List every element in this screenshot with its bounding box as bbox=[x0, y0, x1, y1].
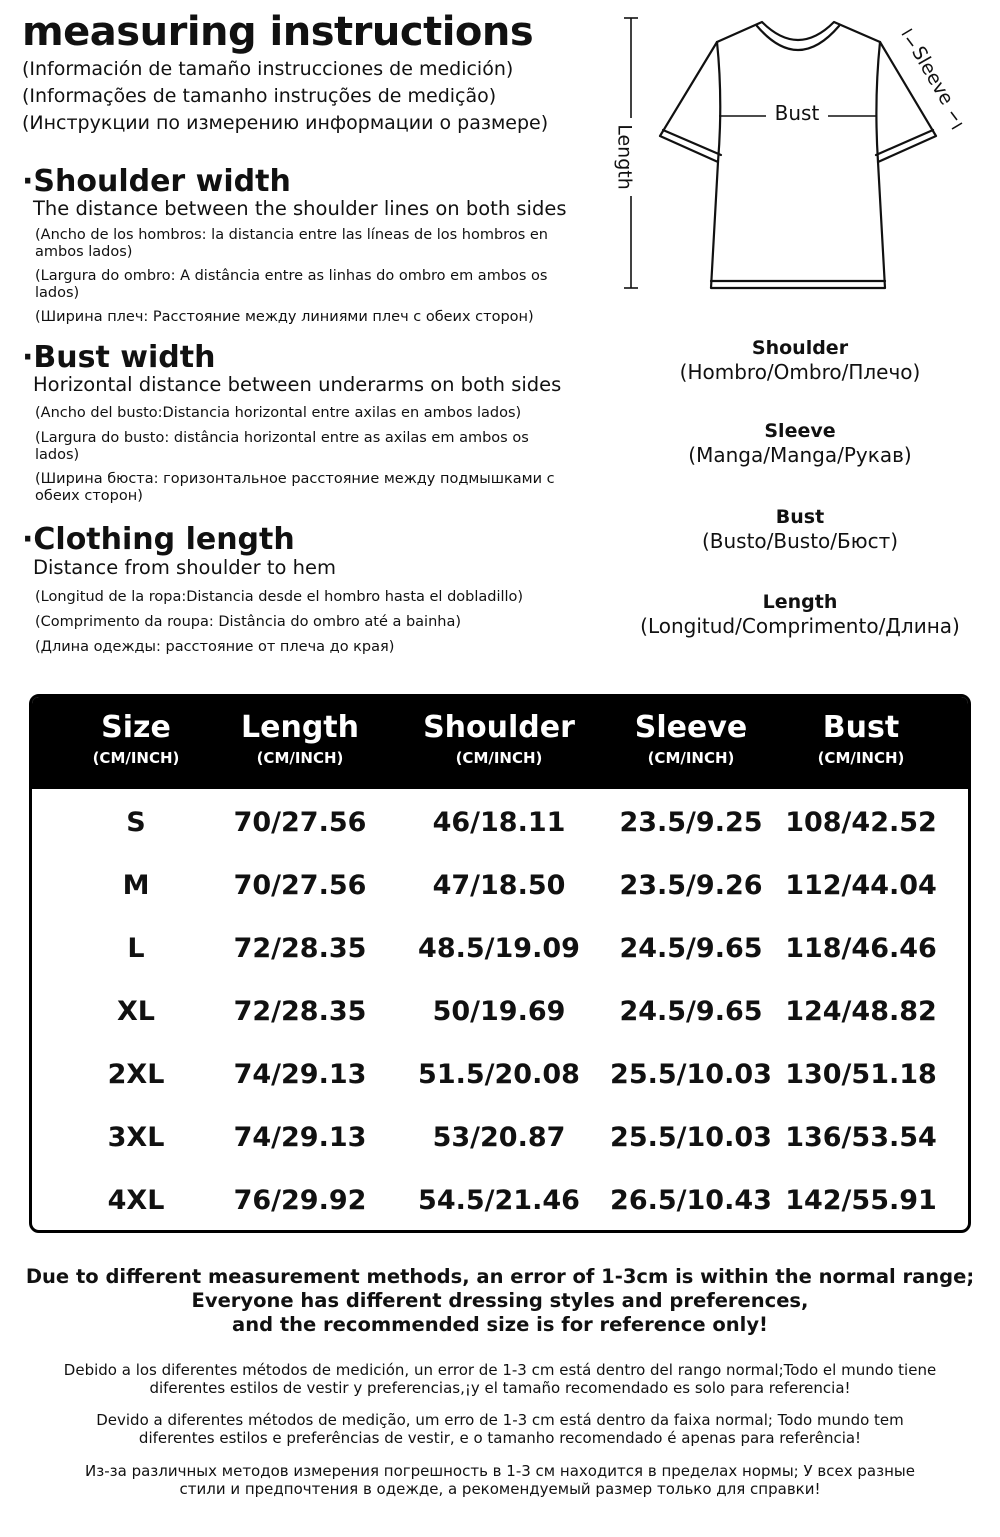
column-unit: (CM/INCH) bbox=[92, 749, 180, 767]
sleeve-cell: 25.5/10.03 bbox=[610, 1059, 772, 1090]
length-cell: 74/29.13 bbox=[233, 1059, 367, 1090]
legend-item-sleeve bbox=[620, 419, 980, 467]
size-cell: 2XL bbox=[107, 1059, 165, 1090]
legend-item-length bbox=[620, 590, 980, 638]
shoulder-cell: 46/18.11 bbox=[432, 807, 566, 838]
legend-value: (Longitud/Comprimento/Длина) bbox=[640, 614, 960, 638]
length-cell: 72/28.35 bbox=[233, 933, 367, 964]
length-cell: 70/27.56 bbox=[233, 807, 367, 838]
table-row bbox=[32, 1169, 968, 1232]
sleeve-label: Sleeve bbox=[906, 42, 958, 109]
disclaimer-es: Debido a los diferentes métodos de medición, un error de 1-3 cm está dentro del rango normal;Todo el mundo tiene diferentes estilos de vestir y preferencias,¡y el tamaño recomendado es solo para referencia! bbox=[63, 1361, 937, 1397]
sleeve-cell: 23.5/9.25 bbox=[619, 807, 763, 838]
column-title: Bust bbox=[822, 710, 900, 745]
size-cell: 3XL bbox=[107, 1122, 165, 1153]
clothing-length-description: Distance from shoulder to hem bbox=[33, 556, 336, 579]
page-title: measuring instructions bbox=[22, 9, 534, 55]
table-row bbox=[32, 791, 968, 854]
shoulder-width-title: ·Shoulder width bbox=[22, 164, 291, 199]
legend-item-shoulder bbox=[620, 336, 980, 384]
legend-key: Shoulder bbox=[751, 337, 849, 359]
shoulder-width-description: The distance between the shoulder lines on both sides bbox=[33, 197, 567, 220]
sleeve-cell: 24.5/9.65 bbox=[619, 996, 763, 1027]
bust-cell: 136/53.54 bbox=[785, 1122, 937, 1153]
shoulder-cell: 54.5/21.46 bbox=[418, 1185, 580, 1216]
column-title: Size bbox=[101, 710, 171, 745]
shoulder-cell: 48.5/19.09 bbox=[418, 933, 580, 964]
clothing-length-translation-ru: (Длина одежды: расстояние от плеча до края) bbox=[35, 639, 395, 655]
table-row bbox=[32, 1106, 968, 1169]
length-cell: 72/28.35 bbox=[233, 996, 367, 1027]
size-cell: 4XL bbox=[107, 1185, 165, 1216]
bust-label: Bust bbox=[774, 101, 820, 125]
sleeve-cell: 26.5/10.43 bbox=[610, 1185, 772, 1216]
column-unit: (CM/INCH) bbox=[817, 749, 905, 767]
shoulder-cell: 51.5/20.08 bbox=[418, 1059, 580, 1090]
legend-value: (Busto/Busto/Бюст) bbox=[701, 529, 899, 553]
legend-item-bust bbox=[620, 505, 980, 553]
bust-cell: 124/48.82 bbox=[785, 996, 937, 1027]
table-row bbox=[32, 1043, 968, 1106]
length-cell: 76/29.92 bbox=[233, 1185, 367, 1216]
sleeve-cell: 23.5/9.26 bbox=[619, 870, 763, 901]
column-title: Length bbox=[241, 710, 359, 745]
legend-value: (Hombro/Ombro/Плечо) bbox=[679, 360, 921, 384]
length-label: Length bbox=[613, 124, 636, 190]
bust-width-description: Horizontal distance between underarms on both sides bbox=[33, 373, 562, 396]
bust-cell: 112/44.04 bbox=[785, 870, 937, 901]
disclaimer-line-2: Everyone has different dressing styles and preferences, bbox=[191, 1289, 809, 1312]
table-row bbox=[32, 917, 968, 980]
table-row bbox=[32, 854, 968, 917]
column-title: Sleeve bbox=[634, 710, 748, 745]
tshirt-diagram bbox=[600, 0, 1000, 300]
legend-key: Sleeve bbox=[764, 420, 836, 442]
bust-cell: 130/51.18 bbox=[785, 1059, 937, 1090]
sleeve-cell: 24.5/9.65 bbox=[619, 933, 763, 964]
column-title: Shoulder bbox=[423, 710, 575, 745]
length-cell: 70/27.56 bbox=[233, 870, 367, 901]
bust-cell: 118/46.46 bbox=[785, 933, 937, 964]
column-unit: (CM/INCH) bbox=[455, 749, 543, 767]
title-translation-es: (Información de tamaño instrucciones de medición) bbox=[22, 58, 514, 80]
clothing-length-translation-es: (Longitud de la ropa:Distancia desde el hombro hasta el dobladillo) bbox=[35, 589, 524, 605]
disclaimer-line-1: Due to different measurement methods, an error of 1-3cm is within the normal range; bbox=[25, 1265, 975, 1288]
shoulder-width-translation-ru: (Ширина плеч: Расстояние между линиями плеч с обеих сторон) bbox=[35, 309, 534, 325]
size-cell: XL bbox=[116, 996, 156, 1027]
sleeve-arrow-line bbox=[907, 38, 913, 46]
disclaimer-line-3: and the recommended size is for reference only! bbox=[232, 1313, 768, 1336]
clothing-length-title: ·Clothing length bbox=[22, 522, 295, 557]
legend-key: Bust bbox=[775, 506, 825, 528]
bust-width-title: ·Bust width bbox=[22, 340, 216, 375]
table-header bbox=[32, 697, 968, 789]
length-cell: 74/29.13 bbox=[233, 1122, 367, 1153]
sleeve-cell: 25.5/10.03 bbox=[610, 1122, 772, 1153]
size-cell: M bbox=[122, 870, 150, 901]
shoulder-cell: 50/19.69 bbox=[432, 996, 566, 1027]
tshirt-right-armhole bbox=[876, 42, 880, 162]
column-unit: (CM/INCH) bbox=[647, 749, 735, 767]
shoulder-cell: 47/18.50 bbox=[432, 870, 566, 901]
tshirt-outline bbox=[660, 22, 936, 288]
bust-width-translation-es: (Ancho del busto:Distancia horizontal entre axilas en ambos lados) bbox=[35, 405, 522, 421]
bust-width-translation-pt: (Largura do busto: distância horizontal entre as axilas em ambos os lados) bbox=[35, 430, 529, 463]
bust-width-translation-ru: (Ширина бюста: горизонтальное расстояние между подмышками с обеих сторон) bbox=[35, 471, 555, 504]
column-header-length bbox=[200, 709, 400, 769]
column-header-bust bbox=[761, 709, 961, 769]
title-translation-ru: (Инструкции по измерению информации о размере) bbox=[22, 112, 549, 134]
title-translation-pt: (Informações de tamanho instruções de medição) bbox=[22, 85, 497, 107]
column-header-shoulder bbox=[399, 709, 599, 769]
bust-cell: 108/42.52 bbox=[785, 807, 937, 838]
legend-value: (Manga/Manga/Рукав) bbox=[688, 443, 912, 467]
shoulder-cell: 53/20.87 bbox=[432, 1122, 566, 1153]
disclaimer-pt: Devido a diferentes métodos de medição, um erro de 1-3 cm está dentro da faixa normal; Todo mundo tem diferentes estilos e preferências de vestir, e o tamanho recomendado é apenas para referência! bbox=[96, 1411, 904, 1447]
disclaimer-ru: Из-за различных методов измерения погрешность в 1-3 см находится в пределах нормы; У всех разные стили и предпочтения в одежде, а рекомендуемый размер только для справки! bbox=[85, 1462, 915, 1498]
bust-cell: 142/55.91 bbox=[785, 1185, 937, 1216]
size-cell: S bbox=[126, 807, 146, 838]
size-table bbox=[29, 694, 971, 1233]
size-cell: L bbox=[127, 933, 145, 964]
clothing-length-translation-pt: (Comprimento da roupa: Distância do ombro até a bainha) bbox=[35, 614, 462, 630]
table-row bbox=[32, 980, 968, 1043]
column-unit: (CM/INCH) bbox=[256, 749, 344, 767]
shoulder-width-translation-pt: (Largura do ombro: A distância entre as linhas do ombro em ambos os lados) bbox=[35, 268, 548, 301]
legend-key: Length bbox=[762, 591, 838, 613]
tshirt-left-armhole bbox=[717, 42, 720, 162]
shoulder-width-translation-es: (Ancho de los hombros: la distancia entre las líneas de los hombros en ambos lados) bbox=[35, 227, 548, 260]
